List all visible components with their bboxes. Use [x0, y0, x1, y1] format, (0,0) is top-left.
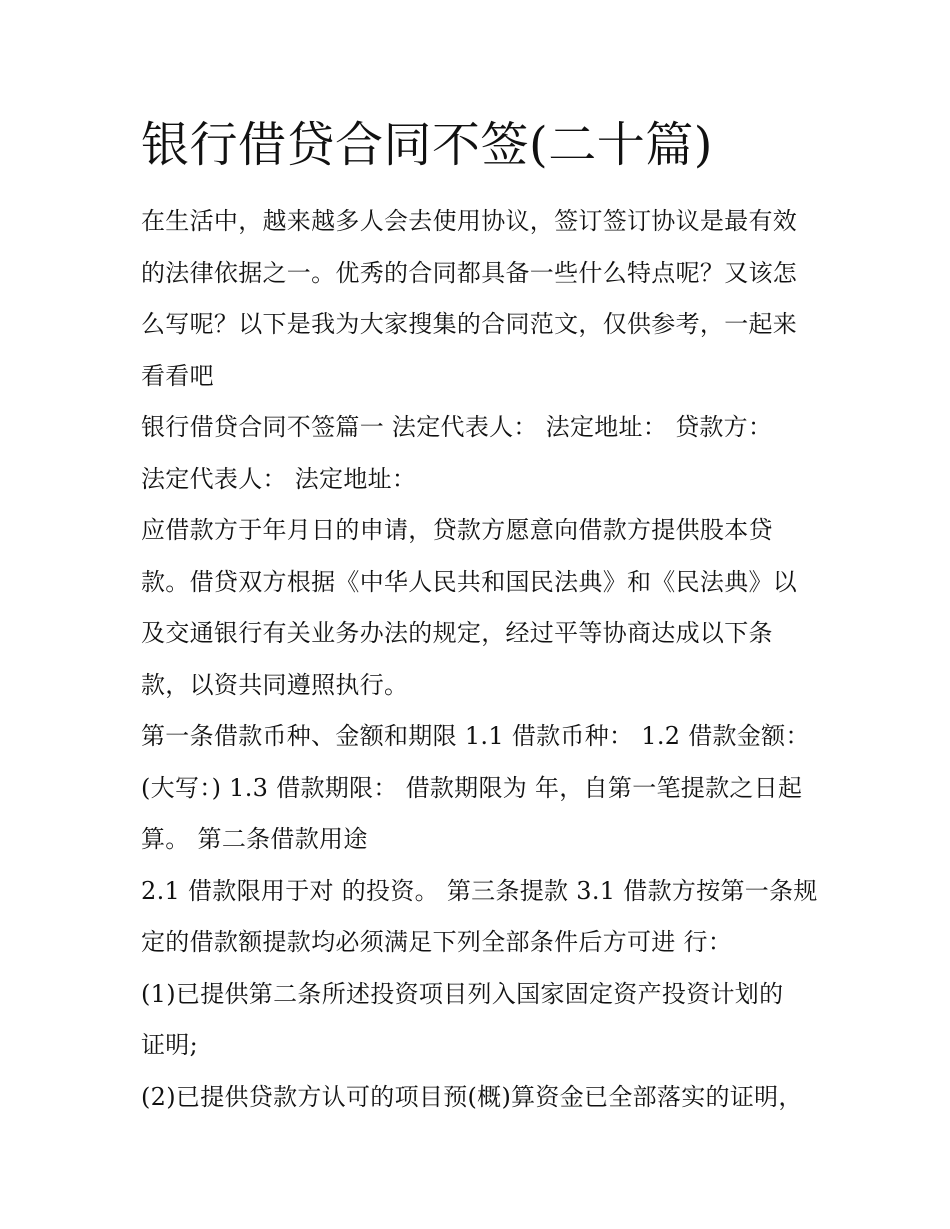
body-line: (大写：) 1.3 借款期限： 借款期限为 年，自第一笔提款之日起: [141, 773, 803, 802]
body-line: 第一条借款币种、金额和期限 1.1 借款币种： 1.2 借款金额：: [141, 722, 810, 750]
body-line: 款，以资共同遵照执行。: [141, 670, 409, 699]
body-line: 银行借贷合同不签篇一 法定代表人： 法定地址： 贷款方：: [141, 413, 773, 441]
document-title: 银行借贷合同不签(二十篇): [141, 117, 713, 173]
body-line: 定的借款额提款均必须满足下列全部条件后方可进 行：: [141, 928, 733, 956]
body-line: 及交通银行有关业务办法的规定，经过平等协商达成以下条: [141, 619, 773, 647]
document-body: [141, 196, 821, 1123]
body-line: 款。借贷双方根据《中华人民共和国民法典》和《民法典》以: [141, 567, 798, 596]
body-line: (2)已提供贷款方认可的项目预(概)算资金已全部落实的证明，: [141, 1082, 803, 1111]
body-line: 的法律依据之一。优秀的合同都具备一些什么特点呢？又该怎: [141, 258, 798, 287]
body-line: (1)已提供第二条所述投资项目列入国家固定资产投资计划的: [141, 979, 784, 1008]
body-line: 算。 第二条借款用途: [141, 825, 368, 853]
body-line: 法定代表人： 法定地址：: [141, 464, 417, 493]
body-line: 应借款方于年月日的申请，贷款方愿意向借款方提供股本贷: [141, 516, 773, 544]
body-line: 看看吧: [141, 361, 214, 390]
body-line: 么写呢？以下是我为大家搜集的合同范文，仅供参考，一起来: [141, 310, 798, 338]
body-line: 证明;: [141, 1031, 198, 1059]
body-line: 在生活中，越来越多人会去使用协议，签订签订协议是最有效: [141, 207, 798, 235]
body-line: 2.1 借款限用于对 的投资。 第三条提款 3.1 借款方按第一条规: [141, 876, 818, 905]
